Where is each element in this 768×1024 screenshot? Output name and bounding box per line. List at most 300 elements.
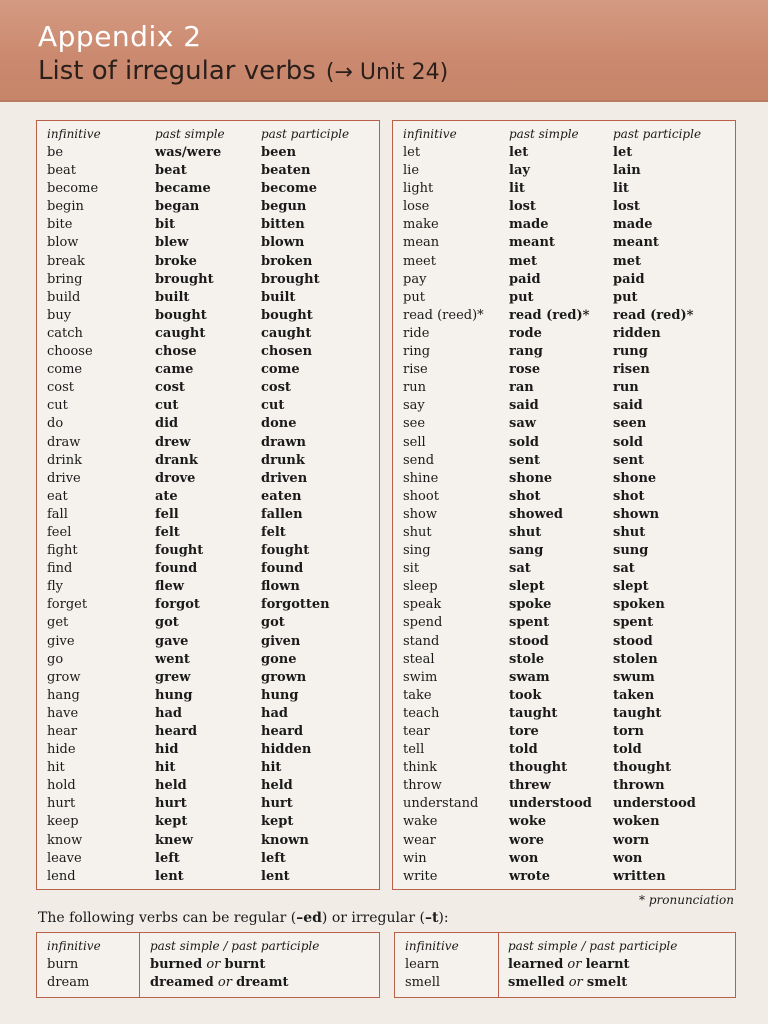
- past-simple: bought: [155, 307, 207, 323]
- verb-row: [393, 488, 735, 506]
- verb-row: [393, 216, 735, 234]
- verb-row: [393, 415, 735, 433]
- infinitive: think: [403, 760, 438, 776]
- verb-row: [37, 542, 379, 560]
- infinitive: tear: [403, 724, 430, 739]
- past-simple: built: [155, 289, 190, 305]
- verb-row: [37, 452, 379, 470]
- past-simple: rang: [509, 344, 543, 360]
- verb-row: [393, 578, 735, 596]
- infinitive: send: [403, 452, 435, 468]
- past-participle: caught: [261, 325, 312, 341]
- past-participle: come: [261, 362, 300, 378]
- infinitive: find: [47, 561, 73, 577]
- header-past-simple: past simple: [509, 127, 579, 141]
- verb-row: [393, 596, 735, 614]
- past-participle: ridden: [613, 325, 661, 341]
- past-participle: shown: [613, 506, 660, 522]
- past-participle: built: [261, 289, 296, 305]
- past-participle: given: [261, 633, 301, 649]
- infinitive: catch: [47, 325, 83, 341]
- infinitive: drive: [47, 470, 81, 486]
- past-participle: torn: [613, 724, 644, 739]
- past-simple: beat: [155, 163, 187, 179]
- infinitive: fight: [47, 543, 78, 559]
- past-simple: was/were: [155, 145, 222, 160]
- infinitive: make: [403, 217, 439, 233]
- infinitive: begin: [47, 199, 84, 215]
- infinitive: show: [403, 506, 437, 522]
- past-participle: woken: [613, 814, 660, 830]
- intro-end: ):: [438, 910, 449, 926]
- past-simple: drove: [155, 470, 196, 486]
- infinitive: sit: [403, 561, 420, 577]
- infinitive: sleep: [403, 579, 438, 595]
- infinitive: wake: [403, 814, 438, 830]
- verb-row: [37, 813, 379, 831]
- past-simple: held: [155, 778, 187, 794]
- verb-row: [393, 180, 735, 198]
- infinitive: read (reed)*: [403, 307, 484, 323]
- verb-row: [393, 397, 735, 415]
- past-simple: ate: [155, 488, 178, 504]
- infinitive: stand: [403, 633, 440, 649]
- past-simple: fought: [155, 543, 204, 559]
- verb-row: [393, 271, 735, 289]
- past-participle: met: [613, 253, 642, 269]
- regular-form: smelled: [508, 975, 565, 990]
- past-participle: hidden: [261, 742, 312, 758]
- verb-row: [393, 144, 735, 162]
- past-participle: let: [613, 145, 633, 160]
- regular-form: burned: [150, 957, 203, 972]
- verb-row: [37, 144, 379, 162]
- infinitive: spend: [403, 615, 443, 631]
- past-participle: told: [613, 742, 642, 758]
- past-participle: drawn: [261, 434, 307, 450]
- infinitive: shoot: [403, 488, 439, 504]
- header-past-simple: past simple: [155, 127, 225, 141]
- infinitive: lend: [47, 868, 76, 884]
- verb-row: [393, 813, 735, 831]
- infinitive: bite: [47, 217, 73, 233]
- past-participle: cost: [261, 380, 291, 396]
- verb-row: [37, 759, 379, 777]
- verb-row: [37, 198, 379, 216]
- past-simple: lay: [509, 163, 530, 179]
- infinitive: be: [47, 145, 64, 160]
- infinitive: go: [47, 651, 64, 667]
- infinitive: bring: [47, 271, 83, 287]
- past-participle: forgotten: [261, 597, 330, 613]
- past-participle: won: [613, 850, 643, 866]
- past-participle: chosen: [261, 344, 313, 360]
- past-participle: taken: [613, 687, 655, 703]
- past-participle: swum: [613, 669, 655, 685]
- past-participle: lain: [613, 163, 641, 179]
- verb-row: [393, 452, 735, 470]
- verb-row: [393, 633, 735, 651]
- past-simple: hung: [155, 687, 193, 703]
- box-forms: [508, 957, 630, 972]
- infinitive: do: [47, 416, 64, 432]
- infinitive: choose: [47, 344, 93, 360]
- infinitive: teach: [403, 705, 440, 721]
- past-participle: written: [613, 868, 666, 884]
- verb-row: [37, 868, 379, 886]
- past-simple: showed: [509, 506, 563, 522]
- infinitive: see: [403, 416, 426, 432]
- past-participle: got: [261, 615, 285, 631]
- past-simple: caught: [155, 325, 206, 341]
- past-simple: felt: [155, 524, 180, 540]
- header-infinitive: infinitive: [403, 127, 457, 141]
- box-header-forms: past simple / past participle: [150, 939, 320, 953]
- past-simple: blew: [155, 235, 189, 251]
- verb-row: [393, 687, 735, 705]
- past-simple: understood: [509, 796, 592, 812]
- infinitive: build: [47, 289, 81, 305]
- box-header-infinitive: infinitive: [405, 939, 459, 953]
- past-participle: spent: [613, 615, 654, 631]
- verb-row: [37, 506, 379, 524]
- verb-row: [393, 379, 735, 397]
- column-divider: [498, 933, 499, 997]
- infinitive: keep: [47, 814, 79, 830]
- infinitive: fly: [47, 579, 64, 595]
- verb-row: [37, 488, 379, 506]
- irregular-form: smelt: [586, 975, 628, 990]
- intro-ed: –ed: [296, 910, 322, 926]
- box-forms: [508, 975, 627, 990]
- infinitive: hear: [47, 724, 78, 739]
- past-participle: held: [261, 778, 293, 794]
- infinitive: tell: [403, 742, 425, 758]
- verb-row: [37, 687, 379, 705]
- infinitive: shut: [403, 524, 432, 540]
- past-simple: saw: [509, 416, 536, 432]
- verb-row: [393, 343, 735, 361]
- verb-row: [393, 524, 735, 542]
- verb-row: [393, 542, 735, 560]
- past-simple: swam: [509, 669, 550, 685]
- page-header: [0, 0, 768, 102]
- past-participle: bought: [261, 307, 313, 323]
- irregular-form: learnt: [585, 957, 630, 972]
- infinitive: put: [403, 289, 425, 305]
- past-participle: sung: [613, 543, 649, 559]
- infinitive: buy: [47, 307, 72, 323]
- past-participle: fallen: [261, 506, 303, 522]
- past-simple: cost: [155, 380, 185, 396]
- past-simple: told: [509, 742, 538, 758]
- past-participle: broken: [261, 253, 313, 269]
- verb-row: [37, 614, 379, 632]
- past-simple: gave: [155, 633, 189, 649]
- past-participle: eaten: [261, 488, 302, 504]
- regular-irregular-intro: [38, 910, 449, 926]
- past-participle: kept: [261, 814, 294, 830]
- verb-row: [393, 868, 735, 886]
- header-past-participle: past participle: [613, 127, 702, 141]
- verb-row: [393, 741, 735, 759]
- past-simple: made: [509, 217, 549, 233]
- past-simple: met: [509, 253, 538, 269]
- verb-row: [37, 633, 379, 651]
- past-simple: wore: [509, 832, 544, 848]
- irregular-form: burnt: [224, 957, 266, 972]
- verb-row: [37, 470, 379, 488]
- infinitive: ring: [403, 344, 431, 360]
- page-title: [38, 56, 448, 86]
- past-participle: done: [261, 416, 297, 432]
- past-simple: threw: [509, 778, 551, 794]
- infinitive: shine: [403, 470, 439, 486]
- past-simple: flew: [155, 579, 184, 595]
- verb-row: [37, 343, 379, 361]
- past-participle: grown: [261, 669, 307, 685]
- verb-row: [37, 415, 379, 433]
- verb-row: [37, 669, 379, 687]
- past-participle: hit: [261, 760, 282, 776]
- box-header-infinitive: infinitive: [47, 939, 101, 953]
- verb-row: [37, 832, 379, 850]
- verb-row: [393, 669, 735, 687]
- past-simple: went: [155, 651, 190, 667]
- infinitive: light: [403, 181, 434, 197]
- past-participle: drunk: [261, 452, 305, 468]
- past-simple: brought: [155, 271, 214, 287]
- or-word: or: [563, 957, 586, 972]
- title-text: List of irregular verbs: [38, 56, 316, 86]
- past-participle: flown: [261, 579, 300, 595]
- infinitive: become: [47, 181, 99, 197]
- past-participle: lent: [261, 868, 290, 884]
- past-simple: grew: [155, 669, 191, 685]
- infinitive: write: [403, 868, 438, 884]
- verb-row: [37, 434, 379, 452]
- verb-row: [393, 759, 735, 777]
- verb-row: [37, 524, 379, 542]
- past-participle: begun: [261, 199, 307, 215]
- infinitive: hurt: [47, 796, 76, 812]
- infinitive: win: [403, 850, 427, 866]
- past-simple: took: [509, 687, 542, 703]
- past-simple: kept: [155, 814, 188, 830]
- past-simple: shone: [509, 470, 553, 486]
- regular-form: learned: [508, 957, 564, 972]
- infinitive: mean: [403, 235, 440, 251]
- past-simple: heard: [155, 724, 198, 739]
- box-infinitive: smell: [405, 975, 441, 990]
- past-simple: lent: [155, 868, 184, 884]
- past-participle: bitten: [261, 217, 305, 233]
- past-simple: read (red)*: [509, 307, 590, 323]
- verb-row: [393, 289, 735, 307]
- verb-row: [37, 795, 379, 813]
- past-participle: lit: [613, 181, 629, 197]
- verb-row: [37, 234, 379, 252]
- infinitive: run: [403, 380, 426, 396]
- past-simple: wrote: [509, 868, 550, 884]
- past-simple: said: [509, 398, 539, 414]
- verb-row: [37, 596, 379, 614]
- infinitive: leave: [47, 850, 82, 866]
- infinitive: swim: [403, 669, 438, 685]
- past-simple: shot: [509, 488, 541, 504]
- infinitive: beat: [47, 163, 76, 179]
- past-simple: rose: [509, 362, 541, 378]
- past-participle: said: [613, 398, 643, 414]
- verb-row: [37, 289, 379, 307]
- verb-row: [393, 705, 735, 723]
- verb-row: [37, 850, 379, 868]
- past-simple: woke: [509, 814, 547, 830]
- past-participle: taught: [613, 705, 662, 721]
- verb-rows-left: [37, 144, 379, 886]
- past-simple: left: [155, 850, 180, 866]
- regular-irregular-table-left: [36, 932, 380, 998]
- infinitive: cost: [47, 380, 75, 396]
- verb-row: [393, 614, 735, 632]
- infinitive: lose: [403, 199, 430, 215]
- past-participle: thought: [613, 760, 672, 776]
- past-simple: chose: [155, 344, 197, 360]
- infinitive: hit: [47, 760, 65, 776]
- past-participle: known: [261, 832, 309, 848]
- past-simple: did: [155, 416, 179, 432]
- past-simple: slept: [509, 579, 545, 595]
- infinitive: lie: [403, 163, 420, 179]
- past-simple: taught: [509, 705, 558, 721]
- past-simple: hid: [155, 742, 179, 758]
- verb-row: [393, 651, 735, 669]
- past-participle: put: [613, 289, 638, 305]
- infinitive: wear: [403, 832, 436, 848]
- past-simple: fell: [155, 506, 179, 522]
- past-simple: found: [155, 561, 198, 577]
- infinitive: say: [403, 398, 425, 414]
- pronunciation-footnote: * pronunciation: [639, 893, 734, 907]
- infinitive: grow: [47, 669, 81, 685]
- infinitive: blow: [47, 235, 79, 251]
- past-participle: read (red)*: [613, 307, 694, 323]
- verb-row: [37, 705, 379, 723]
- box-infinitive: learn: [405, 957, 440, 972]
- infinitive: fall: [47, 506, 68, 522]
- infinitive: draw: [47, 434, 81, 450]
- regular-irregular-table-right: [394, 932, 736, 998]
- past-participle: shone: [613, 470, 657, 486]
- past-participle: run: [613, 380, 639, 396]
- past-simple: sold: [509, 434, 540, 450]
- past-simple: broke: [155, 253, 197, 269]
- infinitive: take: [403, 687, 432, 703]
- past-simple: began: [155, 199, 200, 215]
- infinitive: cut: [47, 398, 68, 414]
- regular-form: dreamed: [150, 975, 214, 990]
- past-simple: spoke: [509, 597, 552, 613]
- past-simple: stood: [509, 633, 549, 649]
- unit-reference: (→ Unit 24): [325, 60, 449, 85]
- box-infinitive: burn: [47, 957, 79, 972]
- verb-row: [37, 777, 379, 795]
- past-participle: blown: [261, 235, 305, 251]
- past-participle: sat: [613, 561, 635, 577]
- past-participle: hurt: [261, 796, 293, 812]
- infinitive: let: [403, 145, 421, 160]
- past-simple: sent: [509, 452, 541, 468]
- verb-rows-right: [393, 144, 735, 886]
- infinitive: have: [47, 705, 79, 721]
- verb-row: [37, 162, 379, 180]
- past-simple: lit: [509, 181, 525, 197]
- verb-row: [37, 253, 379, 271]
- past-simple: drank: [155, 452, 198, 468]
- past-simple: put: [509, 289, 534, 305]
- past-simple: came: [155, 362, 194, 378]
- column-divider: [139, 933, 140, 997]
- verb-row: [393, 850, 735, 868]
- irregular-form: dreamt: [236, 975, 289, 990]
- past-participle: stolen: [613, 651, 658, 667]
- past-participle: been: [261, 145, 297, 160]
- past-simple: stole: [509, 651, 545, 667]
- infinitive: break: [47, 253, 85, 269]
- past-participle: thrown: [613, 778, 665, 794]
- past-participle: risen: [613, 362, 650, 378]
- verb-table-right: [392, 120, 736, 890]
- verb-row: [37, 271, 379, 289]
- infinitive: eat: [47, 488, 68, 504]
- verb-row: [393, 832, 735, 850]
- verb-row: [37, 397, 379, 415]
- verb-row: [37, 307, 379, 325]
- past-participle: become: [261, 181, 317, 197]
- past-participle: paid: [613, 271, 645, 287]
- header-past-participle: past participle: [261, 127, 350, 141]
- verb-row: [37, 651, 379, 669]
- or-word: or: [213, 975, 237, 990]
- verb-row: [393, 434, 735, 452]
- verb-row: [393, 253, 735, 271]
- or-word: or: [202, 957, 225, 972]
- past-simple: paid: [509, 271, 541, 287]
- past-participle: rung: [613, 344, 648, 360]
- infinitive: drink: [47, 452, 82, 468]
- intro-t: –t: [424, 910, 439, 926]
- past-simple: sang: [509, 543, 544, 559]
- past-participle: seen: [613, 416, 647, 432]
- infinitive: sell: [403, 434, 426, 450]
- past-simple: won: [509, 850, 539, 866]
- verb-row: [393, 723, 735, 741]
- past-participle: had: [261, 705, 288, 721]
- past-participle: made: [613, 217, 653, 233]
- past-simple: forgot: [155, 597, 200, 613]
- past-simple: had: [155, 705, 182, 721]
- past-simple: ran: [509, 380, 534, 396]
- header-infinitive: infinitive: [47, 127, 101, 141]
- past-simple: bit: [155, 217, 176, 233]
- infinitive: rise: [403, 362, 428, 378]
- verb-row: [37, 578, 379, 596]
- verb-row: [393, 361, 735, 379]
- past-participle: fought: [261, 543, 310, 559]
- infinitive: hold: [47, 778, 76, 794]
- infinitive: hide: [47, 742, 76, 758]
- past-participle: beaten: [261, 163, 311, 179]
